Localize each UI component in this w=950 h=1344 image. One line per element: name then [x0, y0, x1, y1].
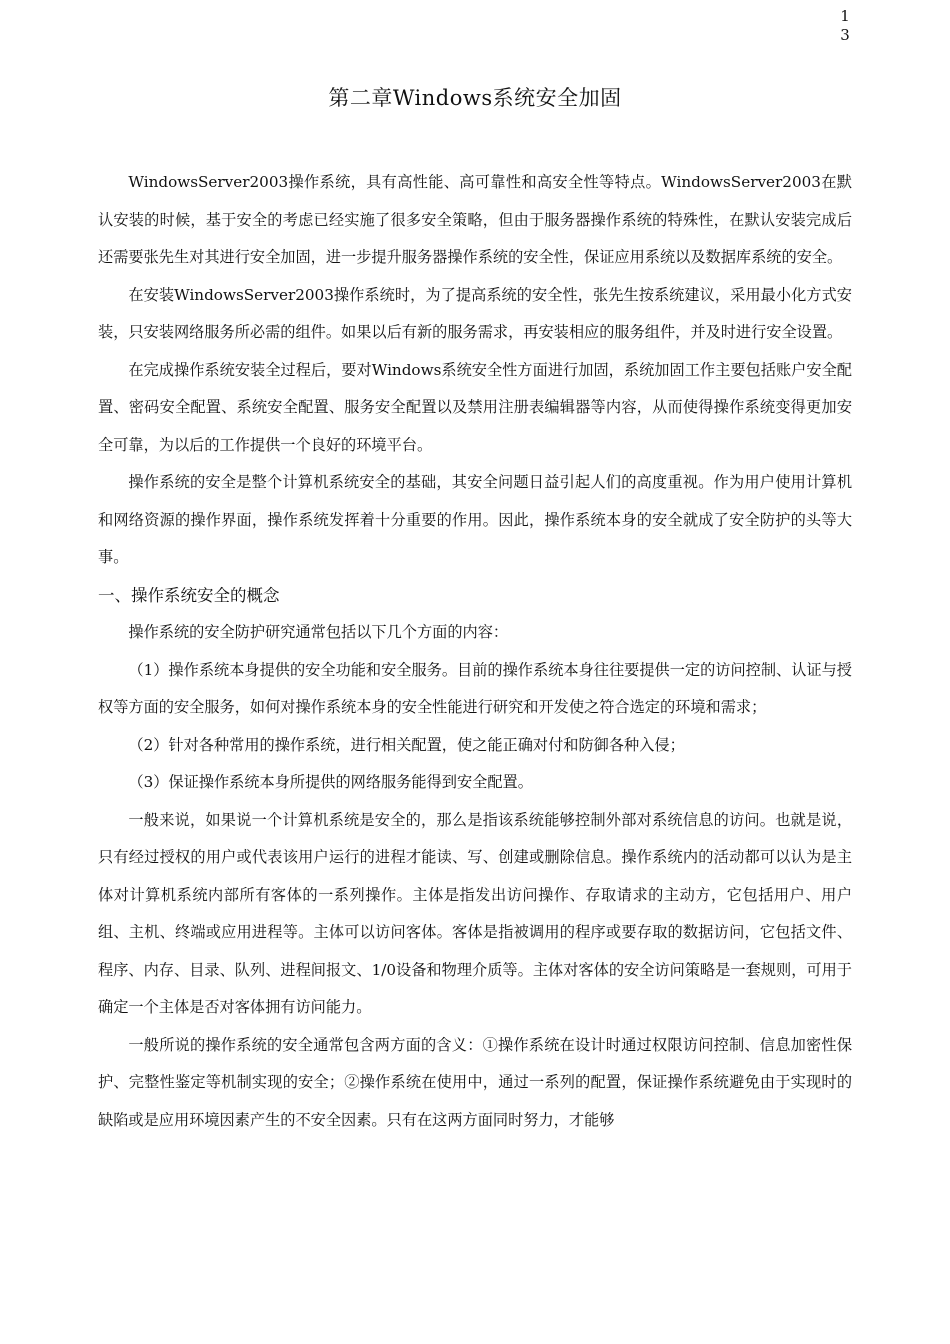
paragraph-7: 一般所说的操作系统的安全通常包含两方面的含义：①操作系统在设计时通过权限访问控制、信息加密性保护、完整性鉴定等机制实现的安全；②操作系统在使用中，通过一系列的配置，保证操作系统避免由于实现时的缺陷或是应用环境因素产生的不安全因素。只有在这两方面同时努力，才能够	[98, 1035, 852, 1129]
paragraph-6: 一般来说，如果说一个计算机系统是安全的，那么是指该系统能够控制外部对系统信息的访问。也就是说，只有经过授权的用户或代表该用户运行的进程才能读、写、创建或删除信息。操作系统内的活动都可以认为是主体对计算机系统内部所有客体的一系列操作。主体是指发出访问操作、存取请求的主动方，它包括用户、用户组、主机、终端或应用进程等。主体可以访问客体。客体是指被调用的程序或要存取的数据访问，它包括文件、程序、内存、目录、队列、进程间报文、1/0设备和物理介质等。主体对客体的安全访问策略是一套规则，可用于确定一个主体是否对客体拥有访问能力。	[98, 810, 852, 1016]
paragraph-2: 在安装WindowsServer2003操作系统时，为了提高系统的安全性，张先生按系统建议，采用最小化方式安装，只安装网络服务所必需的组件。如果以后有新的服务需求，再安装相应的服务组件，并及时进行安全设置。	[98, 285, 852, 341]
paragraph-3: 在完成操作系统安装全过程后，要对Windows系统安全性方面进行加固，系统加固工作主要包括账户安全配置、密码安全配置、系统安全配置、服务安全配置以及禁用注册表编辑器等内容，从而使得操作系统变得更加安全可靠，为以后的工作提供一个良好的环境平台。	[98, 360, 852, 454]
page-number-line-1: 1	[840, 7, 850, 25]
document-body	[98, 164, 852, 1139]
chapter-title: 第二章Windows系统安全加固	[328, 86, 622, 110]
paragraph-5: 操作系统的安全防护研究通常包括以下几个方面的内容：	[128, 623, 509, 641]
page-number	[838, 7, 852, 45]
page-number-line-2: 3	[840, 26, 850, 44]
list-item-1: （1）操作系统本身提供的安全功能和安全服务。目前的操作系统本身往往要提供一定的访问控制、认证与授权等方面的安全服务，如何对操作系统本身的安全性能进行研究和开发使之符合选定的环境和需求；	[98, 660, 852, 716]
list-item-3: （3）保证操作系统本身所提供的网络服务能得到安全配置。	[128, 773, 533, 791]
paragraph-4: 操作系统的安全是整个计算机系统安全的基础，其安全问题日益引起人们的高度重视。作为用户使用计算机和网络资源的操作界面，操作系统发挥着十分重要的作用。因此，操作系统本身的安全就成了安全防护的头等大事。	[98, 473, 852, 566]
paragraph-1: WindowsServer2003操作系统，具有高性能、高可靠性和高安全性等特点。WindowsServer2003在默认安装的时候，基于安全的考虑已经实施了很多安全策略，但由于服务器操作系统的特殊性，在默认安装完成后还需要张先生对其进行安全加固，进一步提升服务器操作系统的安全性，保证应用系统以及数据库系统的安全。	[98, 173, 852, 266]
list-item-2: （2）针对各种常用的操作系统，进行相关配置，使之能正确对付和防御各种入侵；	[128, 735, 685, 754]
section-heading-1: 一、操作系统安全的概念	[98, 585, 280, 605]
